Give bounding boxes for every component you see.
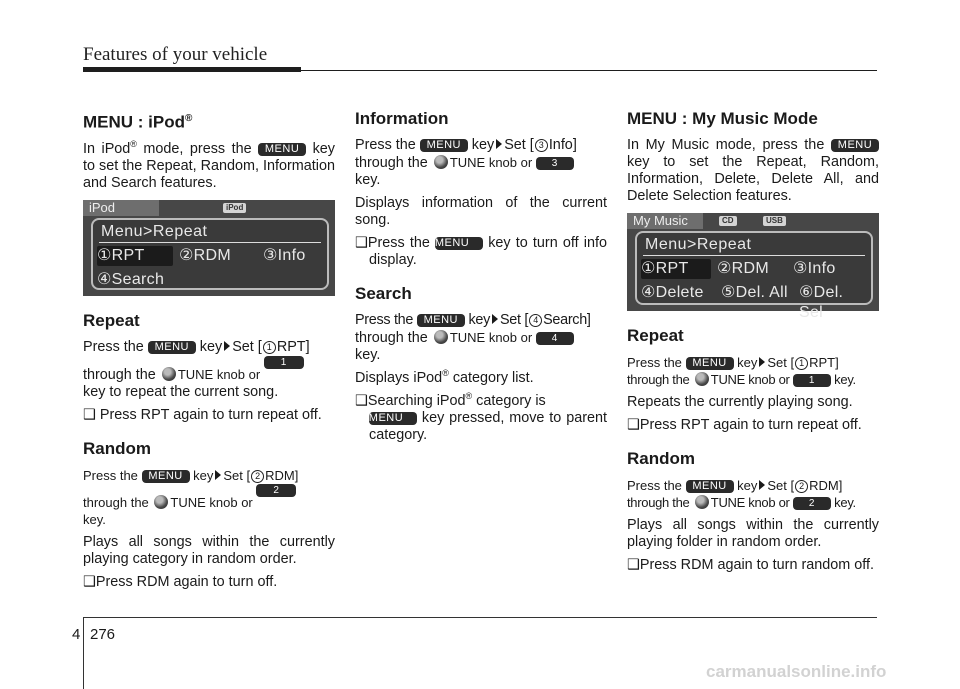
menu-key-icon: MENU — [258, 143, 306, 156]
my-music-menu-screen — [627, 213, 879, 321]
column-ipod — [83, 108, 335, 597]
ipod-badge: iPod — [223, 203, 246, 213]
ipod-intro: In iPod® mode, press the MENU key to set the Repeat, Random, Information and Search features. — [83, 138, 335, 191]
arrow-right-icon — [759, 480, 765, 490]
screen-option-delete-selection: ⑥Del. Sel — [799, 284, 844, 321]
screen-tab: iPod — [83, 200, 159, 216]
search-body: Displays iPod® category list. — [355, 368, 534, 386]
page-number: 276 — [90, 626, 116, 643]
screen-menu-title: Menu>Repeat — [645, 236, 752, 253]
footer-rule — [83, 617, 877, 618]
circled-number-icon: 2 — [795, 480, 808, 493]
arrow-right-icon — [215, 470, 221, 480]
arrow-right-icon — [496, 139, 502, 149]
tune-knob-icon — [434, 330, 448, 344]
menu-key-icon: MENU — [686, 357, 734, 370]
information-instructions: Press the MENU key Set [ 3 Info] through the TUNE knob or 3 key. — [355, 137, 577, 188]
screen-option-rpt: ①RPT — [641, 259, 711, 279]
my-music-random-body: Plays all songs within the currently playing folder in random order. — [627, 517, 879, 550]
my-music-random-heading: Random — [627, 449, 695, 468]
screen-option-search: ④Search — [97, 270, 165, 288]
circled-number-icon: 4 — [529, 314, 542, 327]
cd-badge: CD — [719, 216, 737, 226]
key-4-icon: 4 — [536, 332, 574, 345]
menu-key-icon: MENU — [831, 139, 879, 152]
my-music-intro: In My Music mode, press the MENU key to set the Repeat, Random, Information, Delete, Delete All, and Delete Selection features. — [627, 137, 879, 204]
screen-option-rdm: ②RDM — [717, 260, 769, 277]
tune-knob-icon — [162, 367, 176, 381]
information-note: ❑Press the MENU key to turn off info display. — [355, 235, 607, 268]
screen-menu-title: Menu>Repeat — [101, 222, 208, 240]
my-music-repeat-heading: Repeat — [627, 326, 684, 345]
arrow-right-icon — [492, 314, 498, 324]
column-my-music — [627, 108, 879, 580]
chapter-number: 4 — [72, 626, 81, 643]
screen-tab: My Music — [627, 213, 703, 229]
my-music-repeat-instructions: Press the MENU key Set [ 1 RPT] through the TUNE knob or 1 key. — [627, 355, 856, 387]
screen-menu-divider — [99, 242, 321, 243]
header-rule-thin — [301, 70, 877, 71]
key-1-rpt-icon: 1 RPT — [264, 356, 304, 369]
circled-number-icon: 1 — [263, 341, 276, 354]
search-note: ❑Searching iPod® category is MENU key pressed, move to parent category. — [355, 391, 607, 443]
screen-option-info: ③Info — [263, 246, 306, 264]
menu-key-icon: MENU — [369, 412, 417, 425]
tune-knob-icon — [695, 495, 709, 509]
information-heading: Information — [355, 109, 449, 128]
page-header-title: Features of your vehicle — [83, 44, 268, 65]
screen-option-rdm: ②RDM — [179, 246, 231, 264]
key-3-icon: 3 — [536, 157, 574, 170]
ipod-menu-screen — [83, 200, 335, 296]
tune-knob-icon — [695, 372, 709, 386]
ipod-random-heading: Random — [83, 438, 151, 458]
circled-number-icon: 2 — [251, 470, 264, 483]
my-music-random-note: ❑Press RDM again to turn random off. — [627, 557, 874, 573]
usb-badge: USB — [763, 216, 786, 226]
ipod-repeat-heading: Repeat — [83, 310, 140, 330]
my-music-repeat-note: ❑Press RPT again to turn repeat off. — [627, 417, 862, 433]
my-music-repeat-body: Repeats the currently playing song. — [627, 394, 853, 410]
watermark: carmanualsonline.info — [706, 662, 887, 681]
screen-menu-panel — [91, 218, 329, 290]
circled-number-icon: 3 — [535, 139, 548, 152]
menu-key-icon: MENU — [686, 480, 734, 493]
ipod-repeat-note: ❑ Press RPT again to turn repeat off. — [83, 406, 322, 423]
ipod-random-body: Plays all songs within the currently playing category in random order. — [83, 533, 335, 567]
screen-option-delete: ④Delete — [641, 284, 704, 301]
menu-key-icon: MENU — [420, 139, 468, 152]
tune-knob-icon — [434, 155, 448, 169]
my-music-random-instructions: Press the MENU key Set [ 2 RDM] through the TUNE knob or 2 key. — [627, 478, 856, 510]
ipod-random-note: ❑Press RDM again to turn off. — [83, 573, 278, 590]
screen-option-delete-all: ⑤Del. All — [721, 284, 788, 301]
search-heading: Search — [355, 284, 412, 303]
key-2-icon: 2 — [793, 497, 831, 510]
screen-option-rpt: ①RPT — [97, 246, 173, 266]
arrow-right-icon — [759, 357, 765, 367]
ipod-menu-heading: MENU : iPod® — [83, 112, 193, 132]
key-1-icon: 1 — [793, 374, 831, 387]
ipod-repeat-instructions: Press the MENU key Set [ 1 RPT] through the TUNE knob or 1 RPT key to repeat the current song. — [83, 338, 310, 400]
menu-key-icon: MENU — [148, 341, 196, 354]
tune-knob-icon — [154, 495, 168, 509]
footer-vertical-rule — [83, 617, 84, 689]
column-info-search — [355, 108, 607, 450]
search-instructions: Press the MENU key Set [ 4 Search] through the TUNE knob or 4 key. — [355, 312, 591, 363]
screen-menu-divider — [643, 255, 865, 256]
header-rule-thick — [83, 67, 301, 72]
my-music-menu-heading: MENU : My Music Mode — [627, 109, 818, 128]
menu-key-icon: MENU — [417, 314, 465, 327]
key-2-rdm-icon: 2 RDM — [256, 484, 296, 497]
screen-option-info: ③Info — [793, 260, 836, 277]
circled-number-icon: 1 — [795, 357, 808, 370]
menu-key-icon: MENU — [142, 470, 190, 483]
information-body: Displays information of the current song. — [355, 195, 607, 228]
menu-key-icon: MENU — [435, 237, 483, 250]
screen-menu-panel — [635, 231, 873, 321]
arrow-right-icon — [224, 341, 230, 351]
ipod-random-instructions: Press the MENU key Set [ 2 RDM] through the TUNE knob or 2 RDM key. — [83, 467, 299, 527]
